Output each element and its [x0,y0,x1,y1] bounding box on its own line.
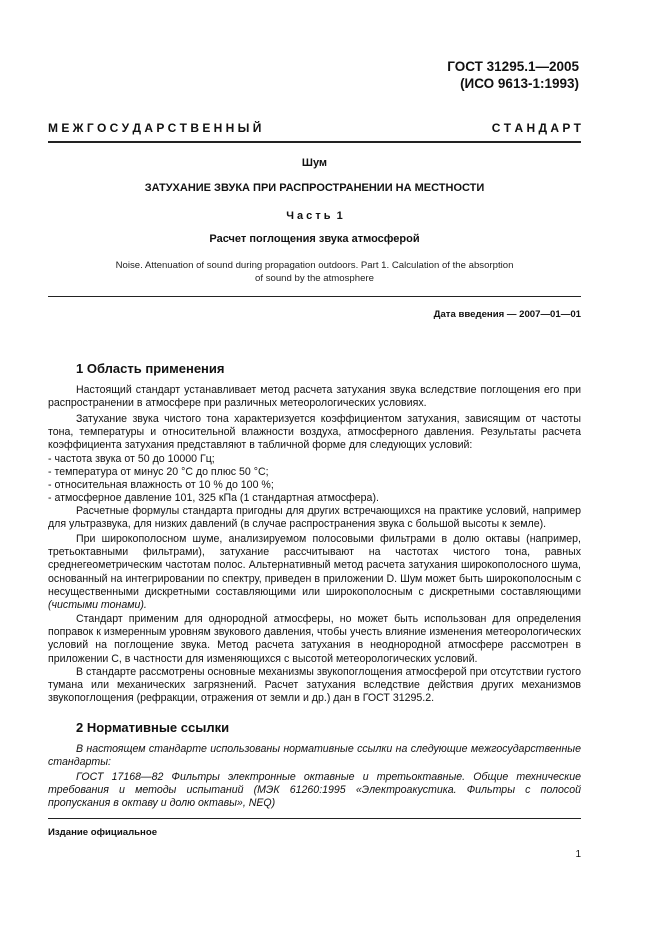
section-2-paragraph-2: ГОСТ 17168—82 Фильтры электронные октавные и третьоктавные. Общие технические требования и методы испытаний (МЭК 61260:1995 «Электроакустика. Фильтры с полосой пропускания в октаву и долю октавы», NEQ) [48,771,581,810]
standard-designation [447,58,579,92]
list-item: - температура от минус 20 °С до плюс 50 °С; [48,466,269,478]
section-1-paragraph-3: Расчетные формулы стандарта пригодны для других встречающихся на практике условий, например для ультразвука, для низких давлений (в случае распространения звука с большой высоты к земле). [48,505,581,531]
section-1-paragraph-1: Настоящий стандарт устанавливает метод расчета затухания звука вследствие поглощения его при распространении в атмосфере при различных метеорологических условиях. [48,384,581,410]
list-item: - атмосферное давление 101, 325 кПа (1 стандартная атмосфера). [48,492,379,504]
topic-title: Шум [301,157,328,169]
section-1-paragraph-5: Стандарт применим для однородной атмосферы, но может быть использован для определения поправок к измеренным уровням звукового давления, чтобы учесть влияние изменения метеорологических условий на поглощение звука. Метод расчета затухания в неоднородной атмосфере рассмотрен в приложении С, в частности для изменяющихся с высотой метеорологических условий. [48,613,581,665]
section-2-heading: 2 Нормативные ссылки [76,720,230,735]
page-number: 1 [575,849,581,860]
paragraph-4-text: При широкополосном шуме, анализируемом полосовыми фильтрами в долю октавы (например, третьоктавными фильтрами), затухание рассчитывают на частотах чистого тона, равных среднегеометрическим частотам полос. Альтернативный метод расчета затухания широкополосного шума, основанный на интегрировании по спектру, приведен в приложении D. Шум может быть широкополосным с несущественными дискретными составляющими или широкополосным с дискретными составляющими [48,533,581,598]
english-title-line-1: Noise. Attenuation of sound during propagation outdoors. Part 1. Calculation of the absorption [115,260,514,271]
banner-word-standard: С Т А Н Д А Р Т [491,121,581,135]
banner-word-interstate: М Е Ж Г О С У Д А Р С Т В Е Н Н Ы Й [48,121,262,135]
section-1-paragraph-4 [48,533,581,612]
section-1-paragraph-6: В стандарте рассмотрены основные механизмы звукопоглощения атмосферой при отсутствии густого тумана или механических загрязнений. Расчет затухания вследствие действия других механизмов звукопоглощения (рефракции, отражения от земли и др.) дан в ГОСТ 31295.2. [48,666,581,705]
list-item: - частота звука от 50 до 10000 Гц; [48,453,215,465]
introduction-date: Дата введения — 2007—01—01 [433,309,581,320]
paragraph-4-italic: (чистыми тонами). [48,599,147,612]
part-label: Ч а с т ь 1 [286,210,343,222]
official-edition-label: Издание официальное [48,827,158,838]
list-item: - относительная влажность от 10 % до 100 %; [48,479,274,491]
interstate-standard-banner [48,121,581,135]
section-1-paragraph-2: Затухание звука чистого тона характеризуется коэффициентом затухания, зависящим от частоты тона, температуры и относительной влажности воздуха, атмосферного давления. Результаты расчета коэффициента затухания представляют в табличной форме для следующих условий: [48,413,581,452]
section-1-heading: 1 Область применения [76,361,225,376]
english-title-line-2: of sound by the atmosphere [255,273,374,284]
footer-rule [48,818,581,819]
english-title [48,259,581,285]
title-rule [48,296,581,297]
section-2-paragraph-1: В настоящем стандарте использованы нормативные ссылки на следующие межгосударственные стандарты: [48,743,581,769]
iso-reference: (ИСО 9613-1:1993) [460,76,579,91]
header-rule [48,141,581,143]
main-title: ЗАТУХАНИЕ ЗВУКА ПРИ РАСПРОСТРАНЕНИИ НА МЕСТНОСТИ [144,182,485,194]
standard-number: ГОСТ 31295.1—2005 [447,59,579,74]
part-title: Расчет поглощения звука атмосферой [209,233,420,245]
